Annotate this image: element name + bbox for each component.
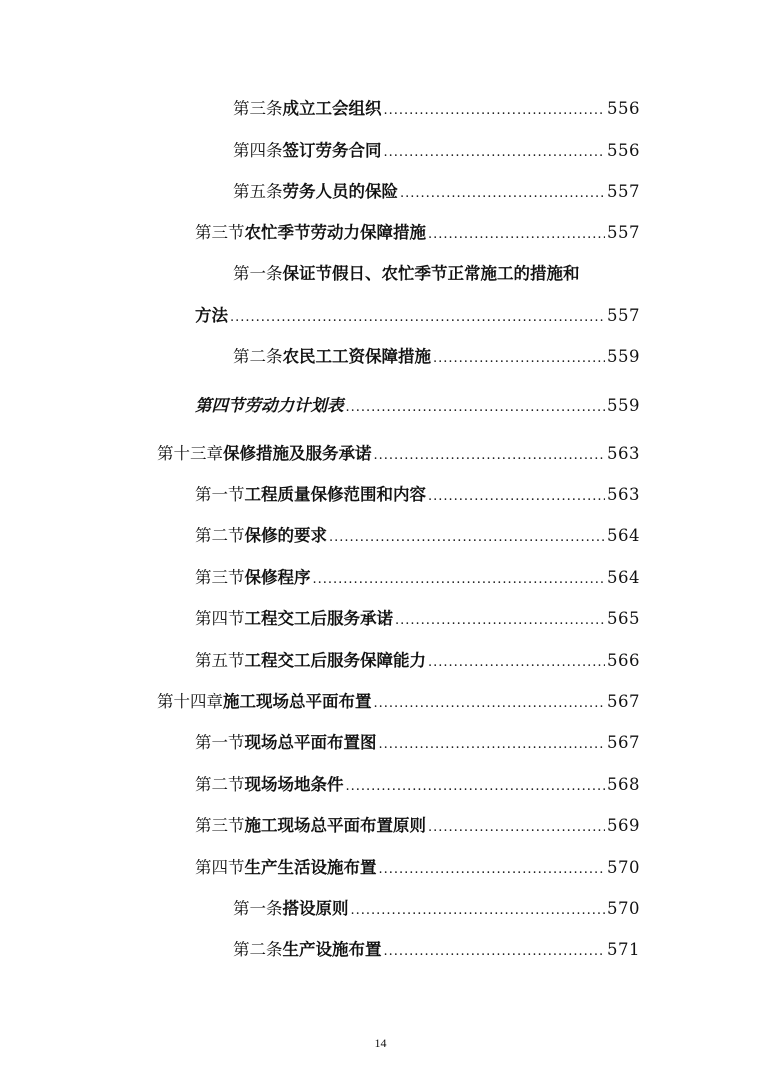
toc-prefix: 第三节 bbox=[195, 816, 245, 835]
toc-prefix: 第三节 bbox=[195, 568, 245, 587]
page-number-footer: 14 bbox=[374, 1036, 387, 1050]
toc-prefix: 第一节 bbox=[195, 733, 245, 752]
toc-title-continuation: 方法 bbox=[195, 306, 228, 325]
toc-title: 农忙季节劳动力保障措施 bbox=[244, 223, 426, 242]
toc-entry[interactable] bbox=[233, 937, 640, 963]
toc-entry[interactable] bbox=[195, 220, 640, 246]
toc-title: 工程质量保修范围和内容 bbox=[244, 485, 426, 504]
toc-entry[interactable] bbox=[195, 855, 640, 881]
toc-leader-dots bbox=[346, 776, 606, 798]
toc-leader-dots bbox=[428, 486, 605, 508]
toc-prefix: 第二节 bbox=[195, 526, 245, 545]
toc-title: 保修的要求 bbox=[244, 526, 327, 545]
toc-page-number: 563 bbox=[607, 485, 640, 504]
toc-title: 现场总平面布置图 bbox=[244, 733, 377, 752]
toc-title: 成立工会组织 bbox=[282, 99, 382, 118]
toc-page-number: 556 bbox=[607, 141, 640, 160]
toc-leader-dots bbox=[428, 224, 605, 246]
toc-leader-dots bbox=[400, 183, 605, 205]
toc-title: 农民工工资保障措施 bbox=[282, 347, 431, 366]
toc-page-number: 571 bbox=[607, 940, 640, 959]
toc-page-number: 565 bbox=[607, 609, 640, 628]
toc-page-number: 557 bbox=[607, 223, 640, 242]
toc-entry[interactable] bbox=[195, 606, 640, 632]
toc-leader-dots bbox=[428, 817, 605, 839]
toc-entry[interactable] bbox=[157, 441, 640, 467]
toc-prefix: 第四条 bbox=[233, 141, 283, 160]
toc-page-number: 557 bbox=[607, 182, 640, 201]
toc-title: 签订劳务合同 bbox=[282, 141, 382, 160]
toc-title: 劳务人员的保险 bbox=[282, 182, 398, 201]
toc-title: 工程交工后服务承诺 bbox=[244, 609, 393, 628]
toc-prefix: 第三条 bbox=[233, 99, 283, 118]
toc-entry[interactable] bbox=[233, 896, 640, 922]
toc-title: 生产生活设施布置 bbox=[244, 858, 377, 877]
toc-leader-dots bbox=[395, 610, 605, 632]
toc-leader-dots bbox=[230, 307, 605, 329]
toc-prefix: 第二节 bbox=[195, 775, 245, 794]
toc-title: 保修措施及服务承诺 bbox=[223, 444, 372, 463]
toc-title: 工程交工后服务保障能力 bbox=[244, 651, 426, 670]
toc-page-number: 570 bbox=[607, 899, 640, 918]
toc-page-number: 563 bbox=[607, 444, 640, 463]
toc-prefix: 第二条 bbox=[233, 940, 283, 959]
toc-prefix: 第一节 bbox=[195, 485, 245, 504]
toc-prefix: 第一条 bbox=[233, 264, 283, 283]
toc-entry[interactable] bbox=[233, 138, 640, 164]
toc-leader-dots bbox=[374, 445, 606, 467]
toc-page-number: 564 bbox=[607, 568, 640, 587]
toc-entry[interactable] bbox=[195, 730, 640, 756]
toc-title: 施工现场总平面布置原则 bbox=[244, 816, 426, 835]
toc-prefix: 第四节 bbox=[195, 858, 245, 877]
toc-entry[interactable] bbox=[195, 482, 640, 508]
toc-leader-dots bbox=[313, 569, 606, 591]
toc-entry[interactable] bbox=[195, 393, 640, 419]
toc-prefix: 第二条 bbox=[233, 347, 283, 366]
toc-page-number: 567 bbox=[607, 692, 640, 711]
toc-title: 生产设施布置 bbox=[282, 940, 382, 959]
toc-prefix: 第一条 bbox=[233, 899, 283, 918]
toc-leader-dots bbox=[351, 900, 606, 922]
toc-prefix: 第五条 bbox=[233, 182, 283, 201]
toc-leader-dots bbox=[379, 859, 606, 881]
toc-entry[interactable] bbox=[233, 344, 640, 370]
toc-leader-dots bbox=[374, 693, 606, 715]
toc-page-number: 559 bbox=[607, 347, 640, 366]
toc-title: 搭设原则 bbox=[282, 899, 349, 918]
toc-page-number: 566 bbox=[607, 651, 640, 670]
toc-page-number: 567 bbox=[607, 733, 640, 752]
toc-page-number: 569 bbox=[607, 816, 640, 835]
toc-title: 保修程序 bbox=[244, 568, 311, 587]
toc-leader-dots bbox=[428, 652, 605, 674]
toc-title: 现场场地条件 bbox=[244, 775, 344, 794]
toc-prefix: 第十四章 bbox=[157, 692, 223, 711]
toc-entry[interactable] bbox=[233, 179, 640, 205]
toc-prefix: 第三节 bbox=[195, 223, 245, 242]
toc-prefix: 第四节 bbox=[195, 609, 245, 628]
toc-page-number: 556 bbox=[607, 99, 640, 118]
toc-page-number: 564 bbox=[607, 526, 640, 545]
toc-title: 第四节劳动力计划表 bbox=[195, 396, 344, 415]
toc-leader-dots bbox=[379, 734, 606, 756]
toc-entry[interactable] bbox=[195, 648, 640, 674]
toc-entry[interactable] bbox=[157, 689, 640, 715]
toc-leader-dots bbox=[384, 142, 606, 164]
toc-entry-first-line[interactable] bbox=[233, 261, 580, 287]
toc-entry[interactable] bbox=[233, 96, 640, 122]
toc-leader-dots bbox=[433, 348, 605, 370]
toc-title: 保证节假日、农忙季节正常施工的措施和 bbox=[282, 264, 580, 283]
toc-leader-dots bbox=[384, 100, 606, 122]
toc-entry[interactable] bbox=[195, 303, 640, 329]
toc-entry[interactable] bbox=[195, 565, 640, 591]
toc-entry[interactable] bbox=[195, 523, 640, 549]
toc-page-number: 570 bbox=[607, 858, 640, 877]
toc-leader-dots bbox=[329, 527, 605, 549]
toc-page-number: 557 bbox=[607, 306, 640, 325]
toc-leader-dots bbox=[384, 941, 606, 963]
toc-title: 施工现场总平面布置 bbox=[223, 692, 372, 711]
toc-entry[interactable] bbox=[195, 813, 640, 839]
toc-leader-dots bbox=[346, 397, 606, 419]
toc-prefix: 第五节 bbox=[195, 651, 245, 670]
toc-entry[interactable] bbox=[195, 772, 640, 798]
toc-page-number: 568 bbox=[607, 775, 640, 794]
toc-prefix: 第十三章 bbox=[157, 444, 223, 463]
toc-page-number: 559 bbox=[607, 396, 640, 415]
